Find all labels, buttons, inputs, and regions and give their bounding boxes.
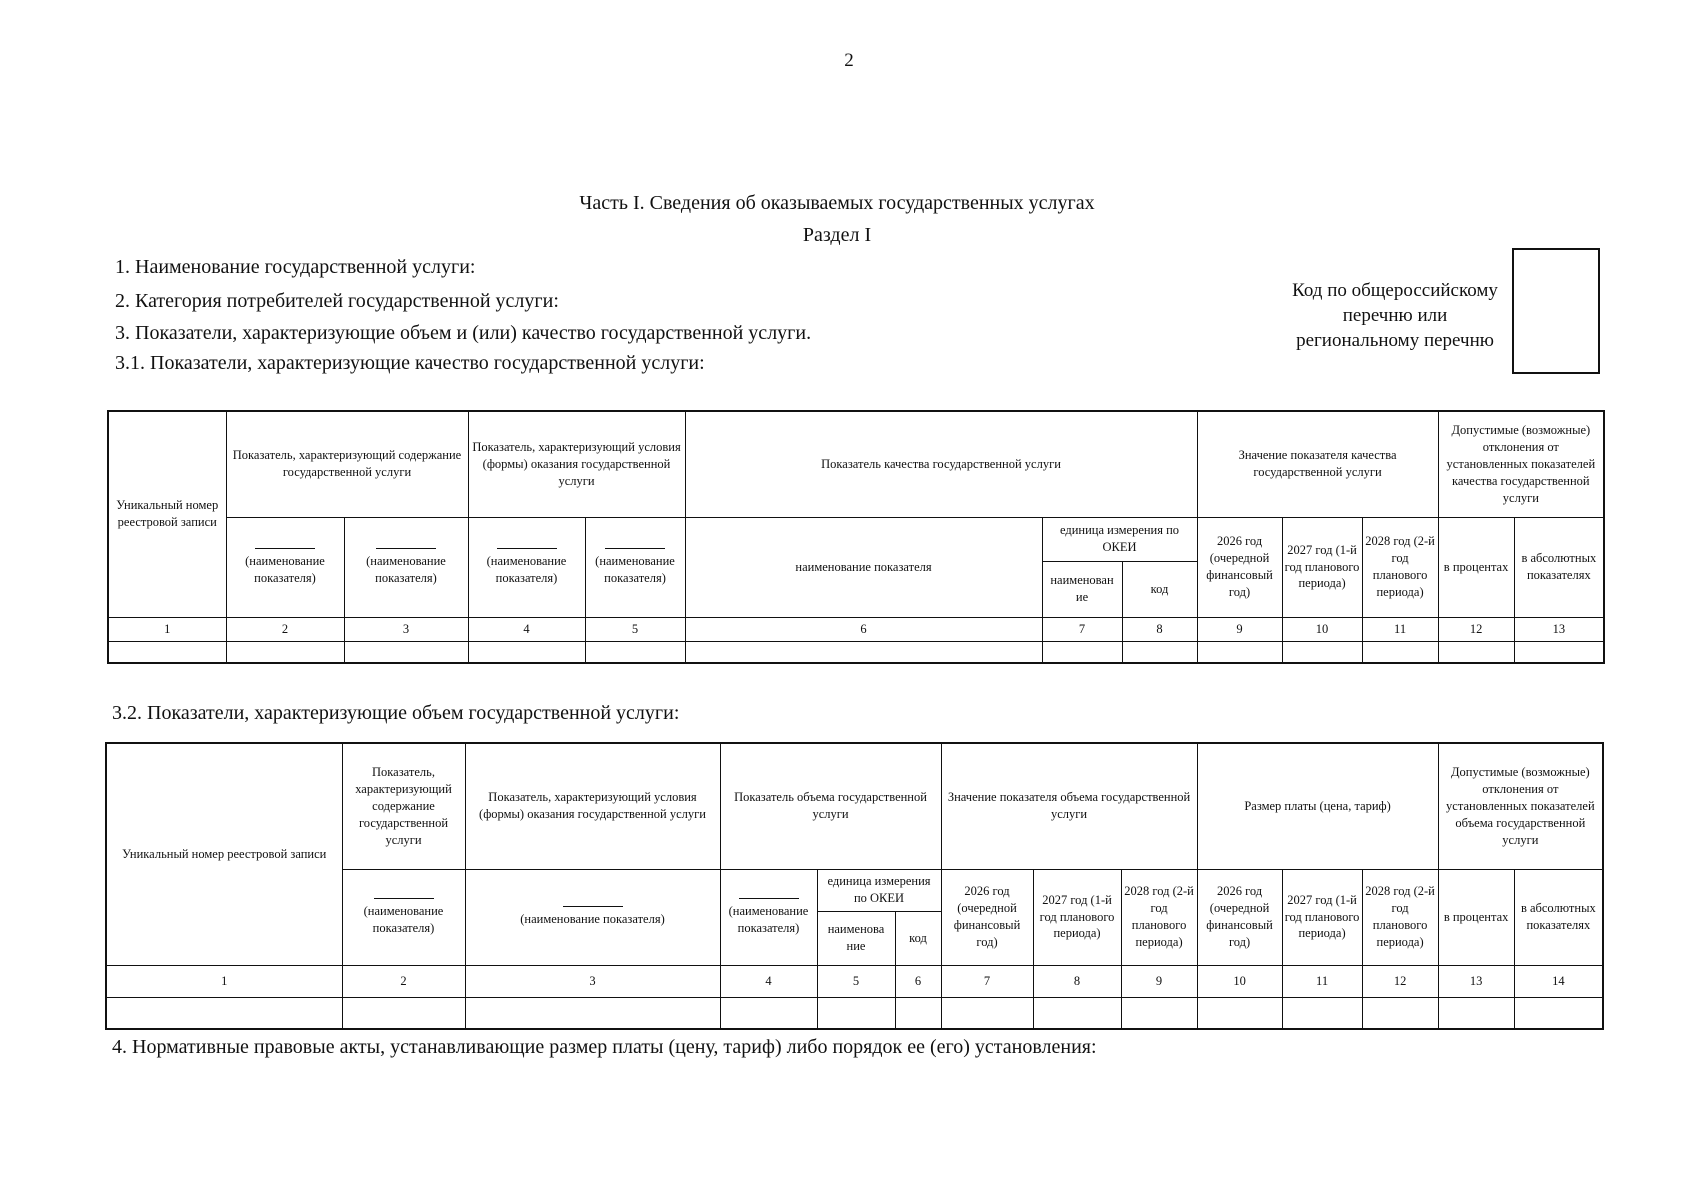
- column-number: 10: [1282, 617, 1362, 641]
- table-cell[interactable]: [1514, 997, 1603, 1029]
- column-number: 8: [1122, 617, 1197, 641]
- header-okei-code: код: [895, 911, 941, 965]
- header-volume-year-2027: 2027 год (1-й год планового периода): [1033, 869, 1121, 965]
- header-okei-name: наименован ие: [1042, 561, 1122, 617]
- column-number: 8: [1033, 965, 1121, 997]
- header-deviations: Допустимые (возможные) отклонения от установленных показателей объема государственной услуги: [1438, 743, 1603, 869]
- header-volume-year-2028: 2028 год (2-й год планового периода): [1121, 869, 1197, 965]
- header-indicator-name-3: (наименование показателя): [344, 517, 468, 617]
- table-cell[interactable]: [1121, 997, 1197, 1029]
- header-fee-year-2028: 2028 год (2-й год планового периода): [1362, 869, 1438, 965]
- table-cell[interactable]: [1282, 997, 1362, 1029]
- legal-acts-label: 4. Нормативные правовые акты, устанавливающие размер платы (цену, тариф) либо порядок ее (его) установления:: [112, 1036, 1097, 1058]
- table-cell[interactable]: [817, 997, 895, 1029]
- table-cell[interactable]: [1122, 641, 1197, 663]
- column-number: 14: [1514, 965, 1603, 997]
- header-indicator-name-3: (наименование показателя): [465, 869, 720, 965]
- column-number: 1: [106, 965, 342, 997]
- header-conditions-indicator: Показатель, характеризующий условия (формы) оказания государственной услуги: [468, 411, 685, 517]
- header-okei-unit: единица измерения по ОКЕИ: [1042, 517, 1197, 561]
- column-number: 5: [585, 617, 685, 641]
- header-volume-year-2026: 2026 год (очередной финансовый год): [941, 869, 1033, 965]
- table-cell[interactable]: [226, 641, 344, 663]
- header-volume-value: Значение показателя объема государственной услуги: [941, 743, 1197, 869]
- table-cell[interactable]: [895, 997, 941, 1029]
- column-number: 6: [685, 617, 1042, 641]
- table-cell[interactable]: [685, 641, 1042, 663]
- header-okei-name: наименова ние: [817, 911, 895, 965]
- code-box[interactable]: [1512, 248, 1600, 374]
- header-okei-code: код: [1122, 561, 1197, 617]
- column-number: 9: [1121, 965, 1197, 997]
- table-cell[interactable]: [1197, 997, 1282, 1029]
- table-cell[interactable]: [1438, 641, 1514, 663]
- header-year-2026: 2026 год (очередной финансовый год): [1197, 517, 1282, 617]
- column-number: 11: [1362, 617, 1438, 641]
- part-title: Часть I. Сведения об оказываемых государственных услугах: [579, 192, 1095, 214]
- table-cell[interactable]: [1514, 641, 1604, 663]
- table-cell[interactable]: [1282, 641, 1362, 663]
- header-okei-unit: единица измерения по ОКЕИ: [817, 869, 941, 911]
- table-row: [106, 997, 1603, 1029]
- header-conditions-indicator: Показатель, характеризующий условия (формы) оказания государственной услуги: [465, 743, 720, 869]
- column-number: 1: [108, 617, 226, 641]
- header-fee-year-2026: 2026 год (очередной финансовый год): [1197, 869, 1282, 965]
- header-in-absolute: в абсолютных показателях: [1514, 517, 1604, 617]
- column-number: 12: [1438, 617, 1514, 641]
- header-quality-indicator: Показатель качества государственной услуги: [685, 411, 1197, 517]
- column-number: 10: [1197, 965, 1282, 997]
- quality-table: [107, 410, 1605, 664]
- header-content-indicator: Показатель, характеризующий содержание государственной услуги: [342, 743, 465, 869]
- header-indicator-name-2: (наименование показателя): [342, 869, 465, 965]
- header-fee-year-2027: 2027 год (1-й год планового периода): [1282, 869, 1362, 965]
- header-in-absolute: в абсолютных показателях: [1514, 869, 1603, 965]
- header-indicator-name-2: (наименование показателя): [226, 517, 344, 617]
- header-deviations: Допустимые (возможные) отклонения от установленных показателей качества государственной услуги: [1438, 411, 1604, 517]
- volume-table: [105, 742, 1604, 1030]
- table-cell[interactable]: [585, 641, 685, 663]
- header-unique-number: Уникальный номер реестровой записи: [106, 743, 342, 965]
- header-year-2028: 2028 год (2-й год планового периода): [1362, 517, 1438, 617]
- header-indicator-name-5: (наименование показателя): [585, 517, 685, 617]
- column-number: 2: [226, 617, 344, 641]
- header-volume-indicator: Показатель объема государственной услуги: [720, 743, 941, 869]
- quality-indicators-label: 3.1. Показатели, характеризующие качество государственной услуги:: [115, 352, 705, 374]
- header-indicator-name-4: (наименование показателя): [468, 517, 585, 617]
- column-number: 3: [344, 617, 468, 641]
- column-number: 4: [468, 617, 585, 641]
- page-number: 2: [844, 50, 854, 71]
- header-in-percent: в процентах: [1438, 869, 1514, 965]
- column-number: 2: [342, 965, 465, 997]
- header-quality-value: Значение показателя качества государственной услуги: [1197, 411, 1438, 517]
- header-fee: Размер платы (цена, тариф): [1197, 743, 1438, 869]
- table-row: [108, 641, 1604, 663]
- column-number: 4: [720, 965, 817, 997]
- column-number: 7: [1042, 617, 1122, 641]
- consumers-label: 2. Категория потребителей государственной услуги:: [115, 290, 559, 312]
- table-cell[interactable]: [1197, 641, 1282, 663]
- table-cell[interactable]: [1438, 997, 1514, 1029]
- table-cell[interactable]: [720, 997, 817, 1029]
- column-number: 12: [1362, 965, 1438, 997]
- code-label: Код по общероссийскому перечню или региональному перечню: [1292, 280, 1498, 351]
- header-year-2027: 2027 год (1-й год планового периода): [1282, 517, 1362, 617]
- indicators-label: 3. Показатели, характеризующие объем и (или) качество государственной услуги.: [115, 322, 812, 344]
- table-cell[interactable]: [106, 997, 342, 1029]
- table-cell[interactable]: [941, 997, 1033, 1029]
- table-cell[interactable]: [1033, 997, 1121, 1029]
- table-cell[interactable]: [108, 641, 226, 663]
- column-number: 11: [1282, 965, 1362, 997]
- header-indicator-name-4: (наименование показателя): [720, 869, 817, 965]
- column-number: 7: [941, 965, 1033, 997]
- table-cell[interactable]: [342, 997, 465, 1029]
- table-cell[interactable]: [465, 997, 720, 1029]
- column-number: 13: [1438, 965, 1514, 997]
- header-quality-indicator-name: наименование показателя: [685, 517, 1042, 617]
- volume-indicators-label: 3.2. Показатели, характеризующие объем государственной услуги:: [112, 702, 680, 724]
- table-cell[interactable]: [344, 641, 468, 663]
- header-content-indicator: Показатель, характеризующий содержание государственной услуги: [226, 411, 468, 517]
- service-name-label: 1. Наименование государственной услуги:: [115, 256, 476, 278]
- header-unique-number: Уникальный номер реестровой записи: [108, 411, 226, 617]
- column-number: 5: [817, 965, 895, 997]
- column-number: 13: [1514, 617, 1604, 641]
- column-number: 6: [895, 965, 941, 997]
- section-title: Раздел I: [802, 224, 872, 246]
- table-cell[interactable]: [1362, 641, 1438, 663]
- header-in-percent: в процентах: [1438, 517, 1514, 617]
- table-cell[interactable]: [468, 641, 585, 663]
- column-number: 3: [465, 965, 720, 997]
- table-cell[interactable]: [1362, 997, 1438, 1029]
- column-number: 9: [1197, 617, 1282, 641]
- table-cell[interactable]: [1042, 641, 1122, 663]
